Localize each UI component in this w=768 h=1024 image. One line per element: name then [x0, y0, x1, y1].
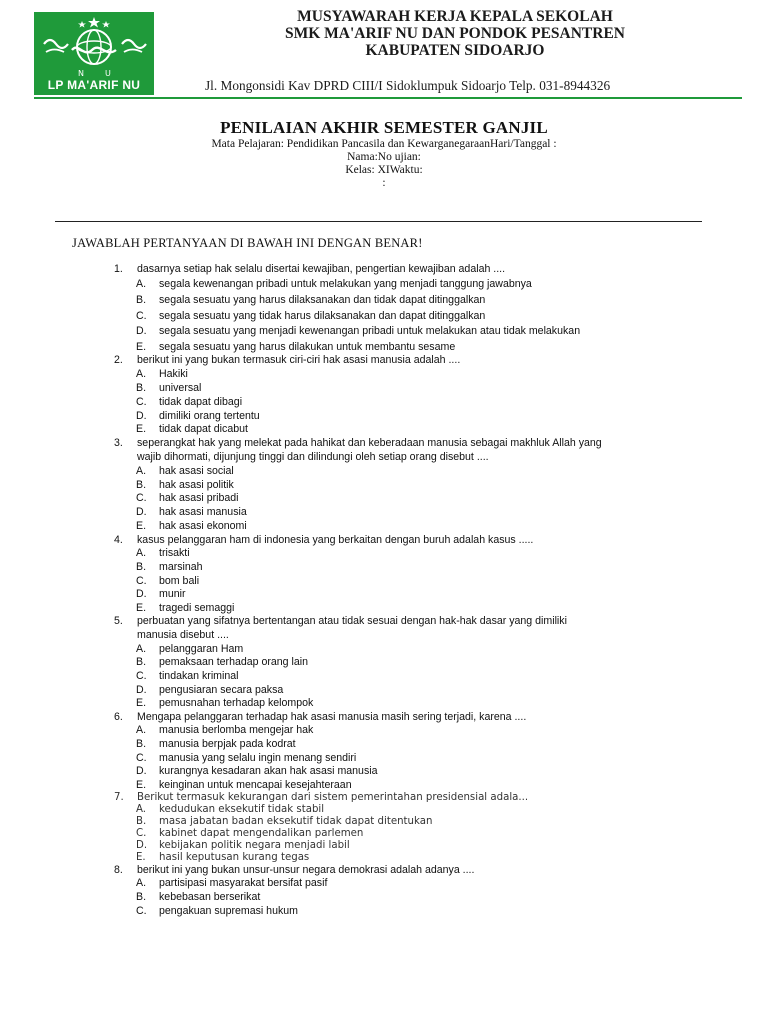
- option-letter: B.: [136, 294, 147, 306]
- section-divider: [55, 221, 702, 222]
- option-text: dimiliki orang tertentu: [159, 410, 260, 422]
- option-letter: A.: [136, 643, 147, 655]
- question-text: berikut ini yang bukan termasuk ciri-ciri hak asasi manusia adalah ....: [137, 354, 461, 366]
- option-text: manusia berlomba mengejar hak: [159, 724, 314, 736]
- option-letter: A.: [136, 877, 147, 889]
- letterhead-line-3: KABUPATEN SIDOARJO: [365, 42, 545, 59]
- option-letter: E.: [136, 423, 147, 435]
- option-letter: B.: [136, 816, 147, 827]
- option-letter: D.: [136, 765, 147, 777]
- option-text: Hakiki: [159, 368, 188, 380]
- option-text: manusia berpjak pada kodrat: [159, 738, 296, 750]
- question-number: 3.: [114, 437, 123, 449]
- exam-meta-class: Kelas: XIWaktu:: [345, 164, 423, 176]
- option-letter: C.: [136, 752, 147, 764]
- letterhead-address: Jl. Mongonsidi Kav DPRD CIII/I Sidoklumpuk Sidoarjo Telp. 031-8944326: [205, 78, 611, 93]
- question-number: 6.: [114, 711, 123, 723]
- option-text: hak asasi manusia: [159, 506, 247, 518]
- option-text: segala sesuatu yang menjadi kewenangan pribadi untuk melakukan atau tidak melakukan: [159, 325, 581, 337]
- question-text-continued: wajib dihormati, dijunjung tinggi dan dilindungi oleh setiap orang disebut ....: [137, 451, 489, 463]
- option-text: hak asasi ekonomi: [159, 520, 247, 532]
- option-text: kebijakan politik negara menjadi labil: [159, 840, 350, 851]
- svg-text:N: N: [78, 69, 84, 78]
- option-text: tidak dapat dibagi: [159, 396, 243, 408]
- option-text: pelanggaran Ham: [159, 643, 244, 655]
- option-text: pemaksaan terhadap orang lain: [159, 656, 309, 668]
- option-letter: B.: [136, 656, 147, 668]
- exam-meta-subject: Mata Pelajaran: Pendidikan Pancasila dan KewarganegaraanHari/Tanggal :: [211, 138, 557, 150]
- lp-maarif-nu-logo: [34, 12, 154, 95]
- option-text: pemusnahan terhadap kelompok: [159, 697, 314, 709]
- option-text: kedudukan eksekutif tidak stabil: [159, 804, 325, 815]
- question-number: 8.: [114, 864, 123, 876]
- option-letter: B.: [136, 561, 147, 573]
- option-letter: D.: [136, 506, 147, 518]
- option-letter: A.: [136, 547, 147, 559]
- option-letter: D.: [136, 410, 147, 422]
- exam-meta-colon: :: [382, 177, 386, 189]
- option-text: kabinet dapat mengendalikan parlemen: [159, 828, 364, 839]
- option-text: kebebasan berserikat: [159, 891, 261, 903]
- option-letter: C.: [136, 828, 147, 839]
- option-letter: C.: [136, 492, 147, 504]
- option-letter: B.: [136, 382, 147, 394]
- svg-text:U: U: [105, 69, 111, 78]
- option-text: tragedi semaggi: [159, 602, 235, 614]
- instruction-heading: JAWABLAH PERTANYAAN DI BAWAH INI DENGAN BENAR!: [72, 236, 423, 250]
- option-text: segala sesuatu yang harus dilakukan untuk membantu sesame: [159, 341, 456, 353]
- option-text: hak asasi pribadi: [159, 492, 239, 504]
- option-text: marsinah: [159, 561, 203, 573]
- option-letter: D.: [136, 840, 148, 851]
- question-number: 1.: [114, 263, 123, 275]
- option-text: pengakuan supremasi hukum: [159, 905, 298, 917]
- option-letter: A.: [136, 465, 147, 477]
- question-text: Mengapa pelanggaran terhadap hak asasi manusia masih sering terjadi, karena ....: [137, 711, 527, 723]
- option-letter: D.: [136, 325, 147, 337]
- option-text: keinginan untuk mencapai kesejahteraan: [159, 779, 352, 791]
- exam-title: PENILAIAN AKHIR SEMESTER GANJIL: [220, 118, 548, 137]
- option-letter: A.: [136, 368, 147, 380]
- option-text: pengusiaran secara paksa: [159, 684, 284, 696]
- option-letter: A.: [136, 804, 147, 815]
- option-text: manusia yang selalu ingin menang sendiri: [159, 752, 357, 764]
- option-text: trisakti: [159, 547, 190, 559]
- option-letter: C.: [136, 670, 147, 682]
- option-text: segala sesuatu yang harus dilaksanakan dan tidak dapat ditinggalkan: [159, 294, 486, 306]
- option-text: tindakan kriminal: [159, 670, 239, 682]
- option-text: hak asasi politik: [159, 479, 234, 491]
- question-text: berikut ini yang bukan unsur-unsur negara demokrasi adalah adanya ....: [137, 864, 475, 876]
- letterhead-line-1: MUSYAWARAH KERJA KEPALA SEKOLAH: [297, 8, 613, 25]
- letterhead-line-2: SMK MA'ARIF NU DAN PONDOK PESANTREN: [285, 25, 625, 42]
- option-letter: C.: [136, 575, 147, 587]
- question-text: perbuatan yang sifatnya bertentangan atau tidak sesuai dengan hak-hak dasar yang dimiliki: [137, 615, 567, 627]
- option-text: segala sesuatu yang tidak harus dilaksanakan dan dapat ditinggalkan: [159, 310, 486, 322]
- option-letter: E.: [136, 341, 147, 353]
- question-number: 7.: [114, 792, 124, 803]
- option-letter: E.: [136, 779, 147, 791]
- option-letter: D.: [136, 684, 147, 696]
- option-text: masa jabatan badan eksekutif tidak dapat ditentukan: [159, 816, 433, 827]
- question-number: 5.: [114, 615, 123, 627]
- option-letter: E.: [136, 852, 146, 863]
- option-text: bom bali: [159, 575, 200, 587]
- question-number: 2.: [114, 354, 123, 366]
- question-text-continued: manusia disebut ....: [137, 629, 229, 641]
- option-letter: E.: [136, 697, 147, 709]
- option-letter: A.: [136, 278, 147, 290]
- question-text: seperangkat hak yang melekat pada hahikat dan keberadaan manusia sebagai makhluk Allah yang: [137, 437, 602, 449]
- option-text: hasil keputusan kurang tegas: [159, 852, 310, 863]
- option-letter: C.: [136, 310, 147, 322]
- option-text: munir: [159, 588, 186, 600]
- letterhead-rule: [34, 97, 742, 99]
- option-text: segala kewenangan pribadi untuk melakukan yang menjadi tanggung jawabnya: [159, 278, 532, 290]
- option-text: universal: [159, 382, 202, 394]
- question-text: dasarnya setiap hak selalu disertai kewajiban, pengertian kewajiban adalah ....: [137, 263, 506, 275]
- option-letter: C.: [136, 396, 147, 408]
- option-letter: E.: [136, 520, 147, 532]
- option-letter: B.: [136, 891, 147, 903]
- option-text: tidak dapat dicabut: [159, 423, 248, 435]
- option-letter: B.: [136, 738, 147, 750]
- option-letter: D.: [136, 588, 147, 600]
- option-text: partisipasi masyarakat bersifat pasif: [159, 877, 328, 889]
- logo-label: LP MA'ARIF NU: [47, 78, 141, 92]
- option-text: hak asasi social: [159, 465, 234, 477]
- question-number: 4.: [114, 534, 123, 546]
- question-text: Berikut termasuk kekurangan dari sistem pemerintahan presidensial adala...: [137, 792, 529, 803]
- exam-meta-name: Nama:No ujian:: [347, 151, 421, 163]
- question-text: kasus pelanggaran ham di indonesia yang berkaitan dengan buruh adalah kasus .....: [137, 534, 534, 546]
- option-text: kurangnya kesadaran akan hak asasi manusia: [159, 765, 378, 777]
- option-letter: B.: [136, 479, 147, 491]
- option-letter: A.: [136, 724, 147, 736]
- option-letter: E.: [136, 602, 147, 614]
- option-letter: C.: [136, 905, 147, 917]
